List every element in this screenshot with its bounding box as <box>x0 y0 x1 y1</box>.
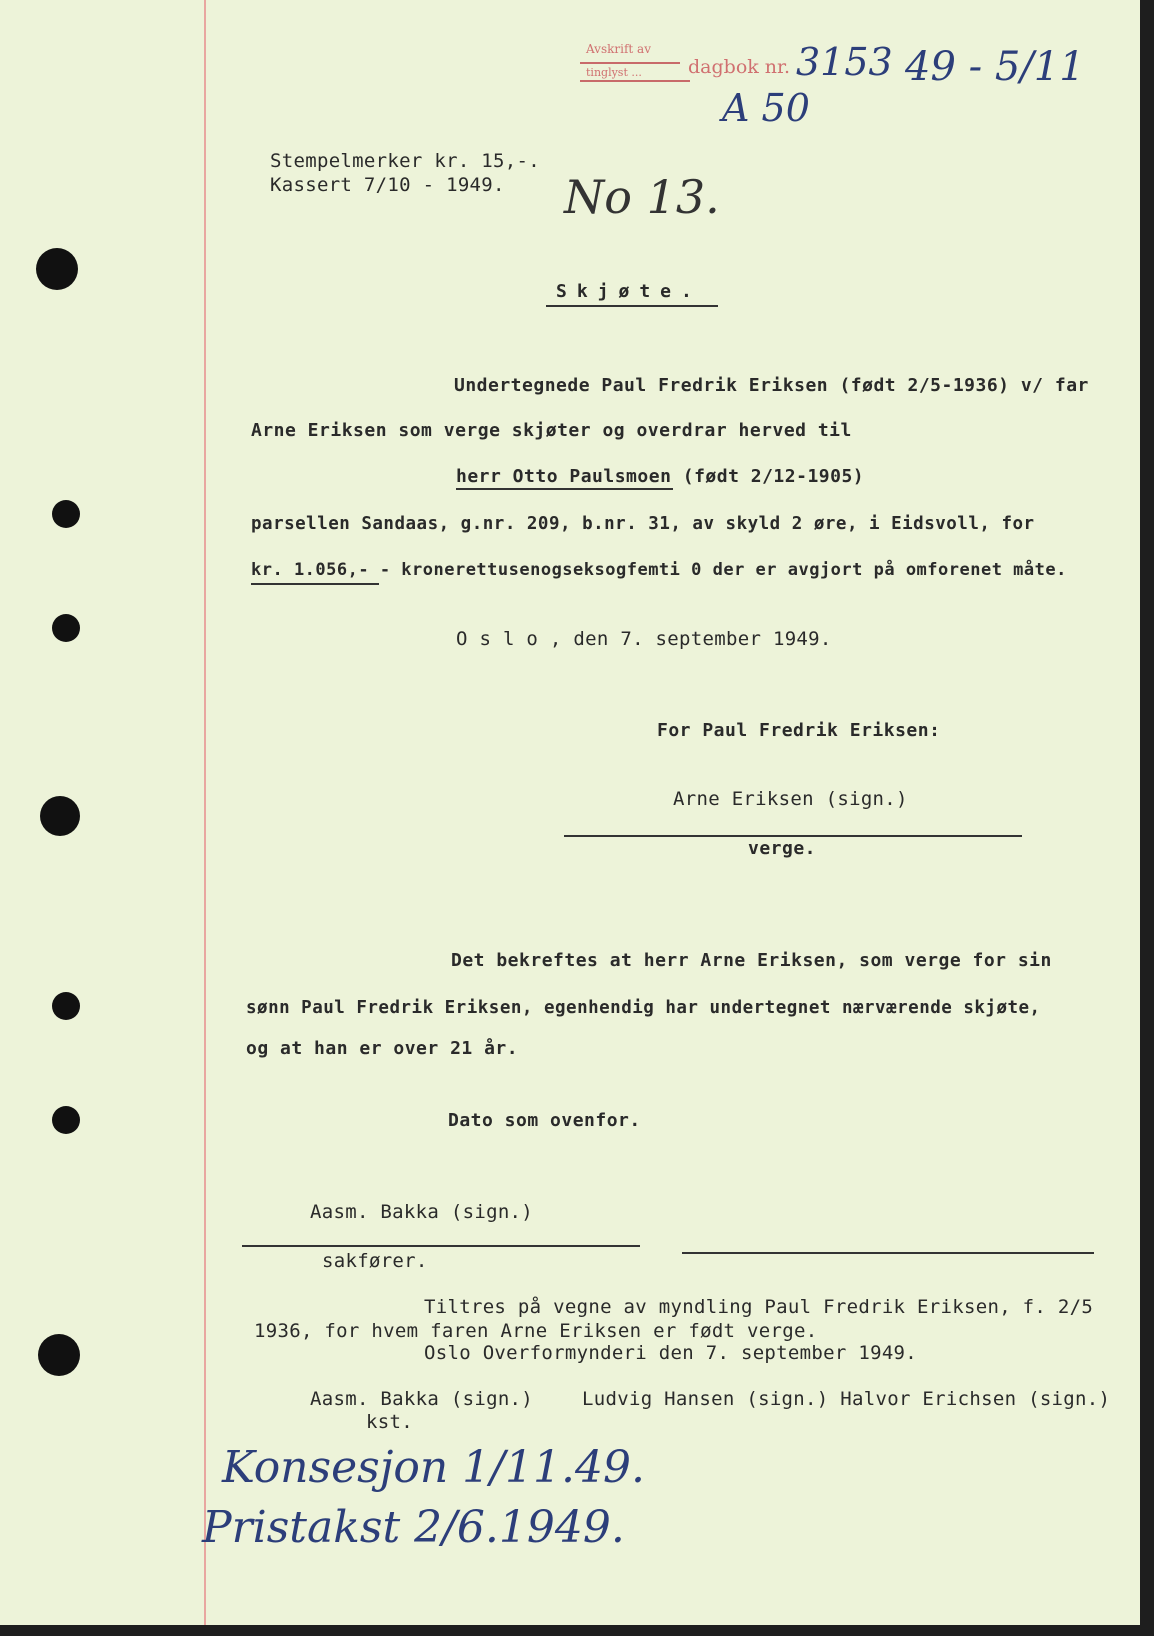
confirmation-line-1: Det bekreftes at herr Arne Eriksen, som verge for sin <box>451 950 1052 971</box>
hand-no: No 13. <box>564 170 720 224</box>
binder-hole <box>52 500 80 528</box>
body-line-3: herr Otto Paulsmoen (født 2/12-1905) <box>456 466 865 487</box>
binder-hole <box>38 1334 80 1376</box>
dagbok-hand-number: 3153 <box>796 40 893 84</box>
place-date: O s l o , den 7. september 1949. <box>456 628 832 650</box>
body-line-2: Arne Eriksen som verge skjøter og overdrar herved til <box>251 420 852 441</box>
binder-hole <box>52 614 80 642</box>
dagbok-hand-date: 49 - 5/11 <box>905 44 1085 90</box>
overformynderi-signer-1-role: kst. <box>366 1411 413 1433</box>
confirmation-line-2: sønn Paul Fredrik Eriksen, egenhendig har undertegnet nærværende skjøte, <box>246 998 1041 1018</box>
for-line: For Paul Fredrik Eriksen: <box>657 720 941 741</box>
stamp-underline <box>580 62 680 64</box>
signer-arne: Arne Eriksen (sign.) <box>673 788 908 810</box>
overformynderi-signer-2: Ludvig Hansen (sign.) Halvor Erichsen (sign.) <box>582 1388 1111 1410</box>
overformynderi-line-3: Oslo Overformynderi den 7. september 1949. <box>424 1342 918 1364</box>
second-signature-line <box>682 1252 1094 1254</box>
binder-hole <box>52 992 80 1020</box>
lawyer-signer: Aasm. Bakka (sign.) <box>310 1201 534 1223</box>
margin-line <box>204 0 206 1625</box>
hand-note-pristakst: Pristakst 2/6.1949. <box>202 1502 625 1553</box>
lawyer-signature-line <box>242 1245 640 1247</box>
stamp-fee-line: Stempelmerker kr. 15,-. <box>270 150 540 172</box>
signature-line <box>564 835 1022 837</box>
body-line-1: Undertegnede Paul Fredrik Eriksen (født 2/5-1936) v/ far <box>454 375 1089 396</box>
hand-note-konsesjon: Konsesjon 1/11.49. <box>222 1442 645 1493</box>
lawyer-role: sakfører. <box>322 1250 428 1272</box>
archive-stamp-line2: tinglyst ... <box>586 66 642 79</box>
binder-hole <box>40 796 80 836</box>
archive-stamp-line1: Avskrift av <box>586 42 651 56</box>
document-title: Skjøte. <box>556 281 702 302</box>
body-line-5: kr. 1.056,- - kronerettusenogseksogfemti 0 der er avgjort på omforenet måte. <box>251 560 1067 580</box>
binder-hole <box>36 248 78 290</box>
cancelled-line: Kassert 7/10 - 1949. <box>270 174 505 196</box>
signer-role: verge. <box>748 838 817 859</box>
stamp-underline <box>580 80 690 82</box>
overformynderi-line-1: Tiltres på vegne av myndling Paul Fredrik Eriksen, f. 2/5 <box>424 1296 1094 1318</box>
title-underline <box>546 305 718 307</box>
dagbok-label: dagbok nr. <box>688 56 791 78</box>
scan-edge-right <box>1140 0 1154 1636</box>
overformynderi-line-2: 1936, for hvem faren Arne Eriksen er født verge. <box>254 1320 818 1342</box>
overformynderi-signer-1: Aasm. Bakka (sign.) <box>310 1388 534 1410</box>
body-line-4: parsellen Sandaas, g.nr. 209, b.nr. 31, av skyld 2 øre, i Eidsvoll, for <box>251 514 1035 534</box>
binder-hole <box>52 1106 80 1134</box>
confirmation-line-3: og at han er over 21 år. <box>246 1038 519 1059</box>
scan-edge-bottom <box>0 1625 1154 1636</box>
dagbok-hand-extra: A 50 <box>722 86 810 130</box>
date-as-above: Dato som ovenfor. <box>448 1110 641 1131</box>
amount-underline <box>251 583 379 585</box>
buyer-underline <box>456 488 673 490</box>
